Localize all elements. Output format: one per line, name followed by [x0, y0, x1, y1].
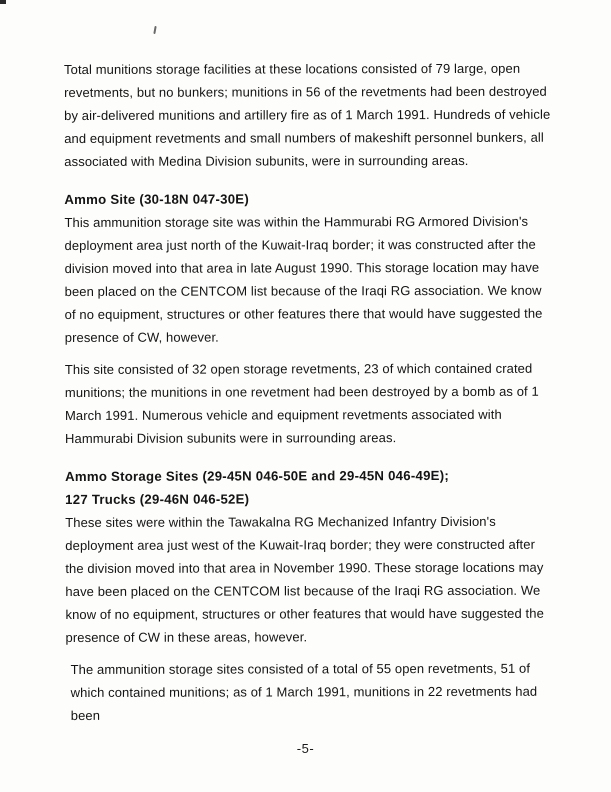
paragraph-ammo-site-revetments: This site consisted of 32 open storage revetments, 23 of which contained crated munitions; the munitions in one revetment had been destroyed by a bomb as of 1 March 1991. Numerous vehicle and equipment revetments associated with Hammurabi Division subunits were in surrounding areas.: [64, 360, 539, 446]
scan-artifact-corner: [0, 0, 6, 4]
paragraph-ammo-site-description: This ammunition storage site was within the Hammurabi RG Armored Division's deployment area just north of the Kuwait-Iraq border; it was constructed after the division moved into that area in late August 1990. This storage location may have been placed on the CENTCOM list because of the Iraqi RG association. We know of no equipment, structures or other features there that would have suggested the presence of CW, however.: [64, 213, 543, 345]
paragraph-storage-sites-revetments: The ammunition storage sites consisted of a total of 55 open revetments, 51 of which contained munitions; as of 1 March 1991, munitions in 22 revetments had been: [70, 660, 538, 723]
section-heading-ammo-storage-sites: [65, 464, 554, 511]
paragraph-storage-sites-description: These sites were within the Tawakalna RG Mechanized Infantry Division's deployment area just west of the Kuwait-Iraq border; they were constructed after the division moved into that area in November 1990. These storage locations may have been placed on the CENTCOM list because of the Iraqi RG association. We know of no equipment, structures or other features that would have suggested the presence of CW in these areas, however.: [65, 513, 544, 645]
section-heading-ammo-site: Ammo Site (30-18N 047-30E): [64, 191, 249, 207]
heading-line-2: 127 Trucks (29-46N 046-52E): [65, 491, 250, 507]
page-content: [64, 57, 555, 727]
heading-line-1: Ammo Storage Sites (29-45N 046-50E and 29-45N 046-49E);: [65, 467, 450, 484]
page-number: -5-: [296, 741, 315, 756]
scan-artifact-mark: [153, 26, 156, 34]
paragraph-munitions-storage-summary: Total munitions storage facilities at these locations consisted of 79 large, open revetments, but no bunkers; munitions in 56 of the revetments had been destroyed by air-delivered munitions and artillery fire as of 1 March 1991. Hundreds of vehicle and equipment revetments and small numbers of makeshift personnel bunkers, all associated with Medina Division subunits, were in surrounding areas.: [64, 60, 551, 169]
